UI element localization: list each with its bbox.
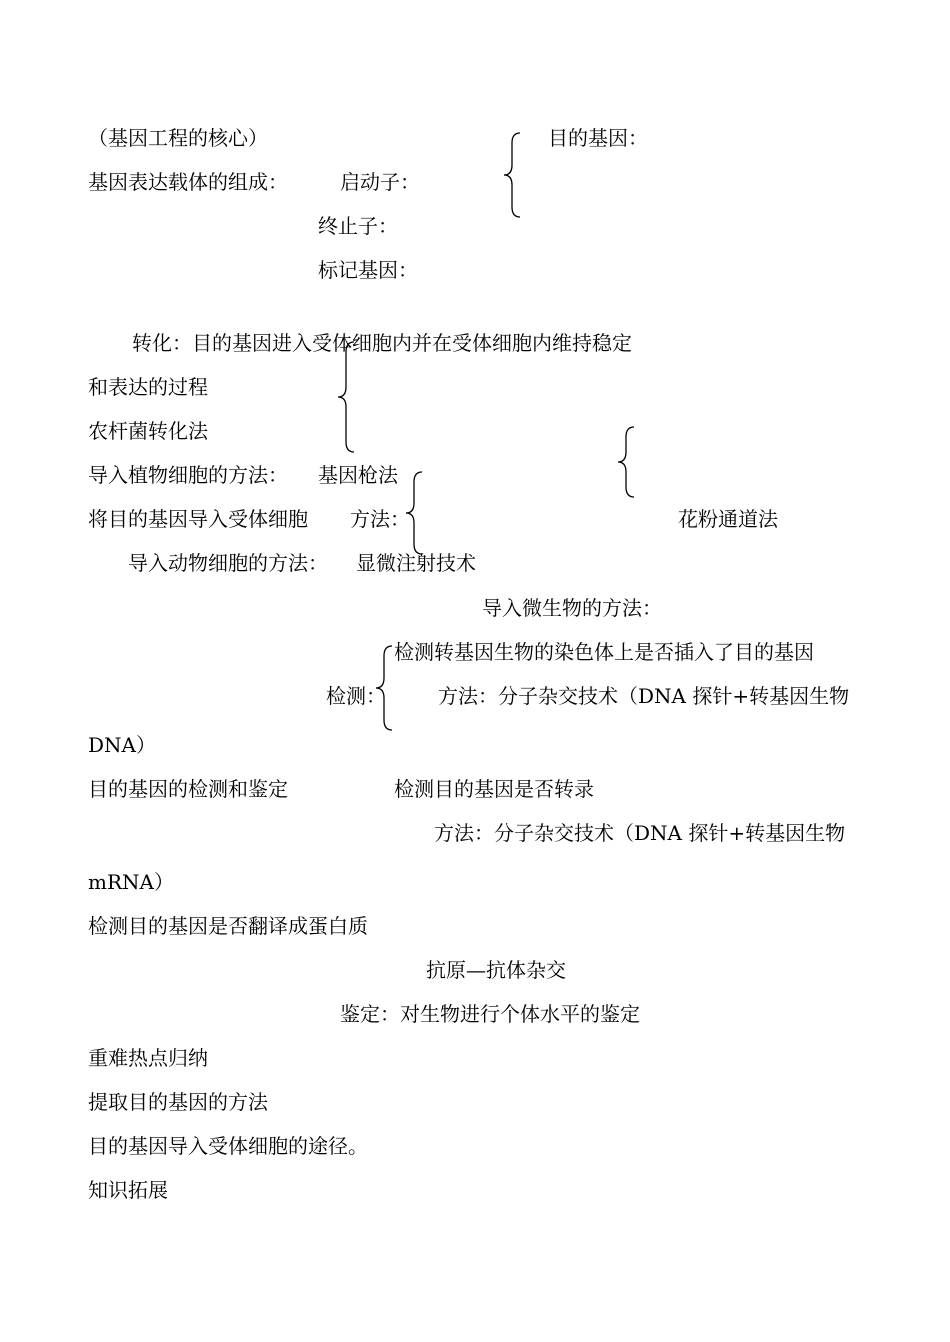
target-gene-label: 目的基因：: [548, 126, 648, 150]
dna-close: DNA）: [88, 733, 156, 757]
key-points-heading: 重难热点归纳: [88, 1046, 208, 1070]
brace-detection-methods: [372, 644, 396, 732]
detect-chromosome-insertion: 检测转基因生物的染色体上是否插入了目的基因: [394, 640, 814, 664]
vector-composition-label: 基因表达载体的组成：: [88, 170, 288, 194]
core-note: （基因工程的核心）: [88, 126, 268, 150]
brace-introduction-methods: [402, 470, 426, 556]
detect-transcription: 检测目的基因是否转录: [394, 777, 594, 801]
introduce-into-cell-label: 将目的基因导入受体细胞: [88, 507, 308, 531]
microinjection-method: 显微注射技术: [356, 551, 476, 575]
antigen-antibody-hybridization: 抗原—抗体杂交: [426, 958, 566, 982]
pollen-tube-method: 花粉通道法: [678, 507, 778, 531]
detect-translation: 检测目的基因是否翻译成蛋白质: [88, 914, 368, 938]
introduction-route-item: 目的基因导入受体细胞的途径。: [88, 1134, 368, 1158]
dna-probe-method-2: 方法：分子杂交技术（DNA 探针+转基因生物: [434, 821, 846, 845]
brace-vector-components: [500, 131, 524, 219]
method-label: 方法：: [350, 507, 410, 531]
extract-method-item: 提取目的基因的方法: [88, 1090, 268, 1114]
plant-method-label: 导入植物细胞的方法：: [88, 463, 288, 487]
identification-definition: 鉴定：对生物进行个体水平的鉴定: [340, 1002, 640, 1026]
knowledge-extension-heading: 知识拓展: [88, 1178, 168, 1202]
agrobacterium-method: 农杆菌转化法: [88, 419, 208, 443]
transformation-definition: 转化：目的基因进入受体细胞内并在受体细胞内维持稳定: [132, 331, 632, 355]
detection-and-identification-label: 目的基因的检测和鉴定: [88, 777, 288, 801]
dna-probe-method-1: 方法：分子杂交技术（DNA 探针+转基因生物: [438, 684, 850, 708]
mrna-close: mRNA）: [88, 870, 174, 894]
marker-gene-label: 标记基因：: [318, 258, 418, 282]
gene-gun-method: 基因枪法: [318, 463, 398, 487]
terminator-label: 终止子：: [318, 214, 398, 238]
microbe-method-label: 导入微生物的方法：: [482, 596, 662, 620]
brace-transformation-methods: [334, 340, 358, 454]
animal-method-label: 导入动物细胞的方法：: [128, 551, 328, 575]
transformation-definition-cont: 和表达的过程: [88, 375, 208, 399]
brace-plant-methods: [614, 425, 638, 499]
promoter-label: 启动子：: [340, 170, 420, 194]
detection-label: 检测：: [326, 684, 386, 708]
